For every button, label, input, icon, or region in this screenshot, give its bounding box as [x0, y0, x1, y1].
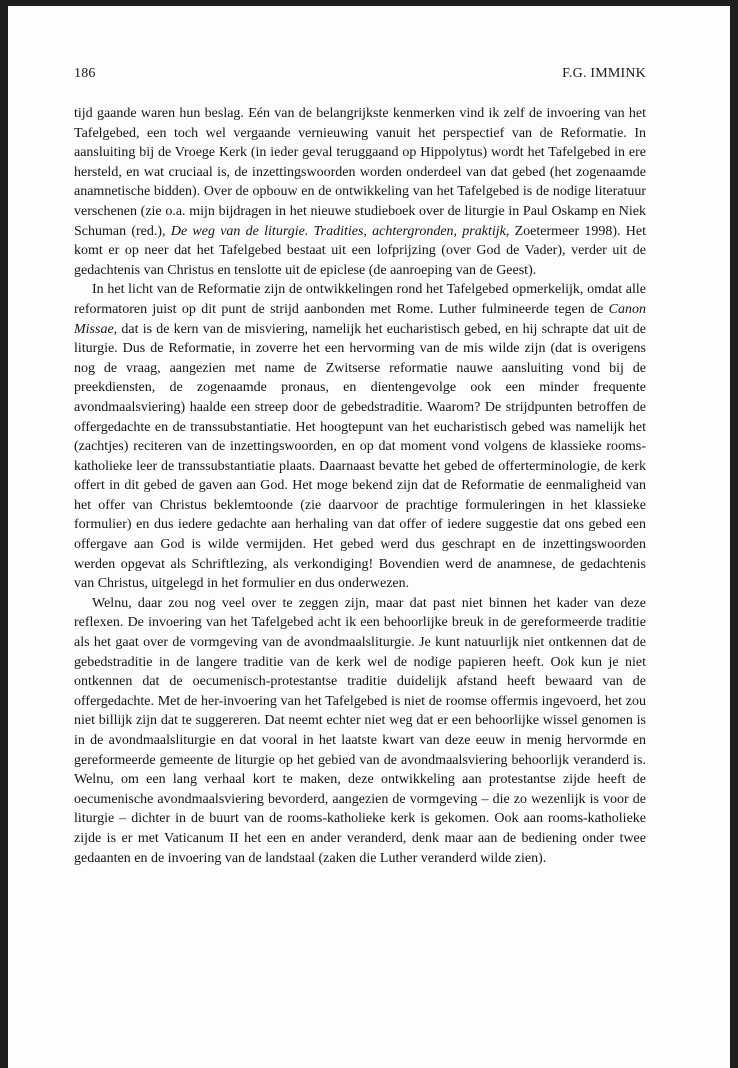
paragraph-3 [74, 594, 646, 868]
paragraph-2 [74, 280, 646, 594]
canon-missae-italic: Canon Missae [74, 301, 646, 337]
scan-border-right [730, 0, 738, 1068]
body-text [74, 104, 646, 868]
running-header [74, 66, 646, 82]
paragraph-1-text-a: tijd gaande waren hun beslag. Eén van de belangrijkste kenmerken vind ik zelf de invoering van het Tafelgebed, een toch wel vergaande vernieuwing vanuit het perspectief van de Reformatie. In aansluiting bij de Vroege Kerk (in ieder geval teruggaand op Hippolytus) wordt het Tafelgebed in ere hersteld, en wat cruciaal is, de inzettingswoorden worden onderdeel van dat gebed (het zogenaamde anamnetische bidden). Over de opbouw en de ontwikkeling van het Tafelgebed is de nodige literatuur verschenen (zie o.a. mijn bijdragen in het nieuwe studieboek over de liturgie in Paul Oskamp en Niek Schuman (red.), [74, 106, 646, 239]
running-title: F.G. IMMINK [562, 66, 646, 81]
scan-border-left [0, 0, 8, 1068]
paragraph-1-text-b: , Zoetermeer 1998). Het komt er op neer dat het Tafelgebed bestaat uit een lofprijzing (over God de Vader), verder uit de gedachtenis van Christus en tenslotte uit de epiclese (de aanroeping van de Geest). [74, 223, 647, 278]
page-number: 186 [74, 66, 96, 81]
paragraph-2-text-a: In het licht van de Reformatie zijn de ontwikkelingen rond het Tafelgebed opmerkelijk, omdat alle reformatoren juist op dit punt de strijd aanbonden met Rome. Luther fulmineerde tegen de [74, 282, 646, 317]
book-title-italic: De weg van de liturgie. Tradities, achtergronden, praktijk [170, 223, 506, 239]
paragraph-1 [74, 104, 646, 280]
paragraph-3-text: Welnu, daar zou nog veel over te zeggen zijn, maar dat past niet binnen het kader van deze reflexen. De invoering van het Tafelgebed acht ik een behoorlijke breuk in de gereformeerde traditie als het gaat over de vormgeving van de avondmaalsliturgie. Je kunt natuurlijk niet ontkennen dat de gebedstraditie in de langere traditie van de kerk wel de nodige papieren heeft. Ook kun je niet ontkennen dat de oecumenisch-protestantse traditie duidelijk afstand heeft bewaard van de offergedachte. Met de her-invoering van het Tafelgebed is niet de roomse offermis ingevoerd, het zou niet billijk zijn dat te suggereren. Dat neemt echter niet weg dat er een behoorlijke wissel genomen is in de avondmaalsliturgie en dat vooral in het laatste kwart van deze eeuw in menig hervormde en gereformeerde gemeente de liturgie op het gebied van de avondmaalsviering behoorlijk veranderd is. Welnu, om een lang verhaal kort te maken, deze ontwikkeling aan protestantse zijde heeft de oecumenische avondmaalsviering bevorderd, aangezien de vormgeving – die zo wezenlijk is voor de liturgie – dichter in de buurt van de rooms-katholieke kerk is gekomen. Ook aan rooms-katholieke zijde is er met Vaticanum II het een en ander veranderd, denk maar aan de bediening onder twee gedaanten en de invoering van de landstaal (zaken die Luther veranderd wilde zien). [74, 595, 646, 866]
paragraph-2-text-b: , dat is de kern van de misviering, namelijk het eucharistisch gebed, en hij schrapte dat uit de liturgie. Dus de Reformatie, in zoverre het een hervorming van de mis wilde zijn (dat is overigens nog de vraag, aangezien met name de Zwitserse reformatie nauwe aansluiting vond bij de preekdiensten, de zogenaamde pronaus, en dientengevolge ook een minder frequente avondmaalsviering) haalde een streep door de gebedstraditie. Waarom? De strijdpunten betroffen de offergedachte en de transsubstantiatie. Het hoogtepunt van het eucharistisch gebed was namelijk het (zachtjes) reciteren van de inzettingswoorden, en op dat moment vond volgens de klassieke rooms-katholieke leer de transsubstantiatie plaats. Daarnaast bevatte het gebed de offerterminologie, de kerk offert in dit gebed de gaven aan God. Het moge bekend zijn dat de Reformatie de eenmaligheid van het offer van Christus beklemtoonde (zie daarvoor de prachtige formuleringen in het klassieke formulier) en dus iedere gedachte aan herhaling van dat offer of iedere suggestie dat ons gebed een offergave aan God is wilde vermijden. Het gebed werd dus geschrapt en de inzettingswoorden werden opgevat als Schriftlezing, als verkondiging! Bovendien werd de anamnese, de gedachtenis van Christus, uitgelegd in het formulier en dus onderwezen. [74, 321, 646, 592]
